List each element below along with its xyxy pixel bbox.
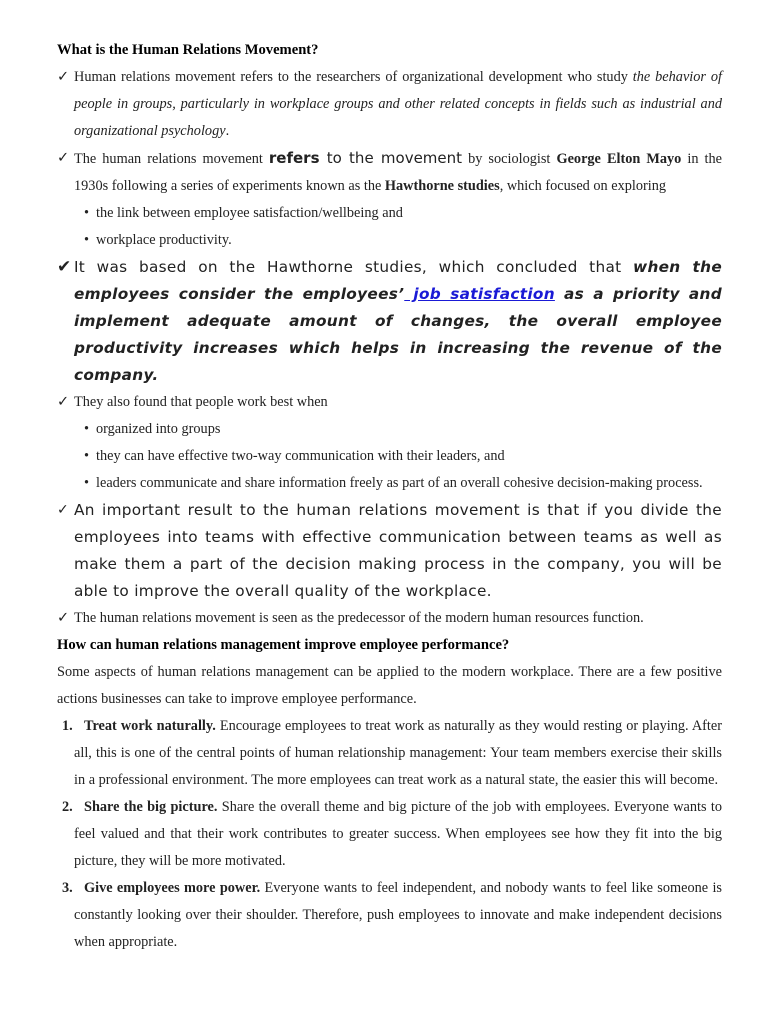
item-text: They also found that people work best when [74, 394, 328, 410]
numbered-item-text: Encourage employees to treat work as naturally as they would resting or playing. After all, this is one of the central points of human relationship management: Your team members exercise their skills in a professional environment. The more employees can treat work as a natural state, the easier this will become. [74, 718, 722, 788]
bullet-item [57, 416, 722, 443]
checkmark-icon: ✓ [57, 502, 70, 518]
bullet-icon: • [84, 421, 90, 437]
checklist-item-predecessor [57, 605, 722, 632]
bullet-text: they can have effective two-way communication with their leaders, and [96, 448, 505, 464]
checkmark-icon: ✓ [57, 150, 69, 166]
item-bold-hawthorne: Hawthorne studies [384, 178, 500, 194]
item-sans-text: to the movement [319, 149, 463, 167]
bullet-item [57, 443, 722, 470]
item-number: 2. [62, 799, 73, 815]
bullet-item [57, 200, 722, 227]
checklist-item-mayo [57, 145, 722, 200]
checklist-item-result [57, 497, 722, 605]
item-bold-sans-text: refers [268, 149, 320, 167]
bullet-item [57, 470, 722, 497]
section-heading-what-is: What is the Human Relations Movement? [57, 42, 319, 58]
bullet-item [57, 227, 722, 254]
checkmark-icon: ✓ [57, 610, 69, 626]
bullet-text: workplace productivity. [96, 232, 232, 248]
numbered-item-title: Treat work naturally. [84, 718, 216, 734]
section-heading-how-can: How can human relations management improve employee performance? [57, 637, 510, 653]
checklist-item-definition [57, 64, 722, 145]
item-text: Human relations movement refers to the researchers of organizational development who study [74, 69, 633, 85]
item-text: , which focused on exploring [499, 178, 667, 194]
item-text: in the 1930s following a series of experiments known as the [74, 151, 722, 194]
numbered-item-title: Give employees more power. [84, 880, 261, 896]
item-bold-italic-text: as a priority and implement adequate amount of changes, the overall employee productivity increases which helps in increasing the revenue of the company. [74, 285, 722, 384]
item-text: The human relations movement [74, 151, 269, 167]
checklist-item-conclusion [57, 254, 722, 389]
item-number: 3. [62, 880, 73, 896]
item-text-end: . [225, 123, 230, 139]
item-bold-name: George Elton Mayo [556, 151, 682, 167]
numbered-item-text: Share the overall theme and big picture of the job with employees. Everyone wants to feel valued and that their work contributes to greater success. When employees see how they fit into the big picture, they will be more motivated. [74, 799, 722, 869]
item-text: An important result to the human relations movement is that if you divide the employees into teams with effective communication between teams as well as make them a part of the decision making process in the company, you will be able to improve the overall quality of the workplace. [74, 501, 722, 600]
item-bold-italic-text: when the employees consider the employees’ [74, 258, 723, 303]
numbered-item [57, 875, 722, 956]
job-satisfaction-link[interactable]: job satisfaction [404, 285, 555, 303]
document-page [57, 37, 722, 956]
checkmark-icon: ✓ [57, 69, 69, 85]
item-number: 1. [62, 718, 73, 734]
bullet-icon: • [84, 232, 90, 248]
bullet-text: the link between employee satisfaction/wellbeing and [96, 205, 403, 221]
item-text: It was based on the Hawthorne studies, which concluded that [74, 258, 634, 276]
numbered-item [57, 713, 722, 794]
bullet-icon: • [84, 475, 90, 491]
checkmark-icon: ✔ [57, 257, 72, 277]
item-text: The human relations movement is seen as the predecessor of the modern human resources function. [74, 610, 644, 626]
checkmark-icon: ✓ [57, 394, 69, 410]
bullet-icon: • [84, 448, 90, 464]
numbered-item-title: Share the big picture. [84, 799, 218, 815]
bullet-text: organized into groups [96, 421, 221, 437]
item-text: by sociologist [462, 151, 557, 167]
item-italic-text: the behavior of people in groups, particularly in workplace groups and other related concepts in fields such as industrial and organizational psychology [74, 69, 722, 139]
checklist-item-found [57, 389, 722, 416]
numbered-item [57, 794, 722, 875]
bullet-text: leaders communicate and share information freely as part of an overall cohesive decision-making process. [96, 475, 703, 491]
intro-paragraph: Some aspects of human relations management can be applied to the modern workplace. There are a few positive actions businesses can take to improve employee performance. [57, 664, 722, 707]
bullet-icon: • [84, 205, 90, 221]
numbered-item-text: Everyone wants to feel independent, and nobody wants to feel like someone is constantly looking over their shoulder. Therefore, push employees to innovate and make independent decisions when appropriate. [74, 880, 722, 950]
